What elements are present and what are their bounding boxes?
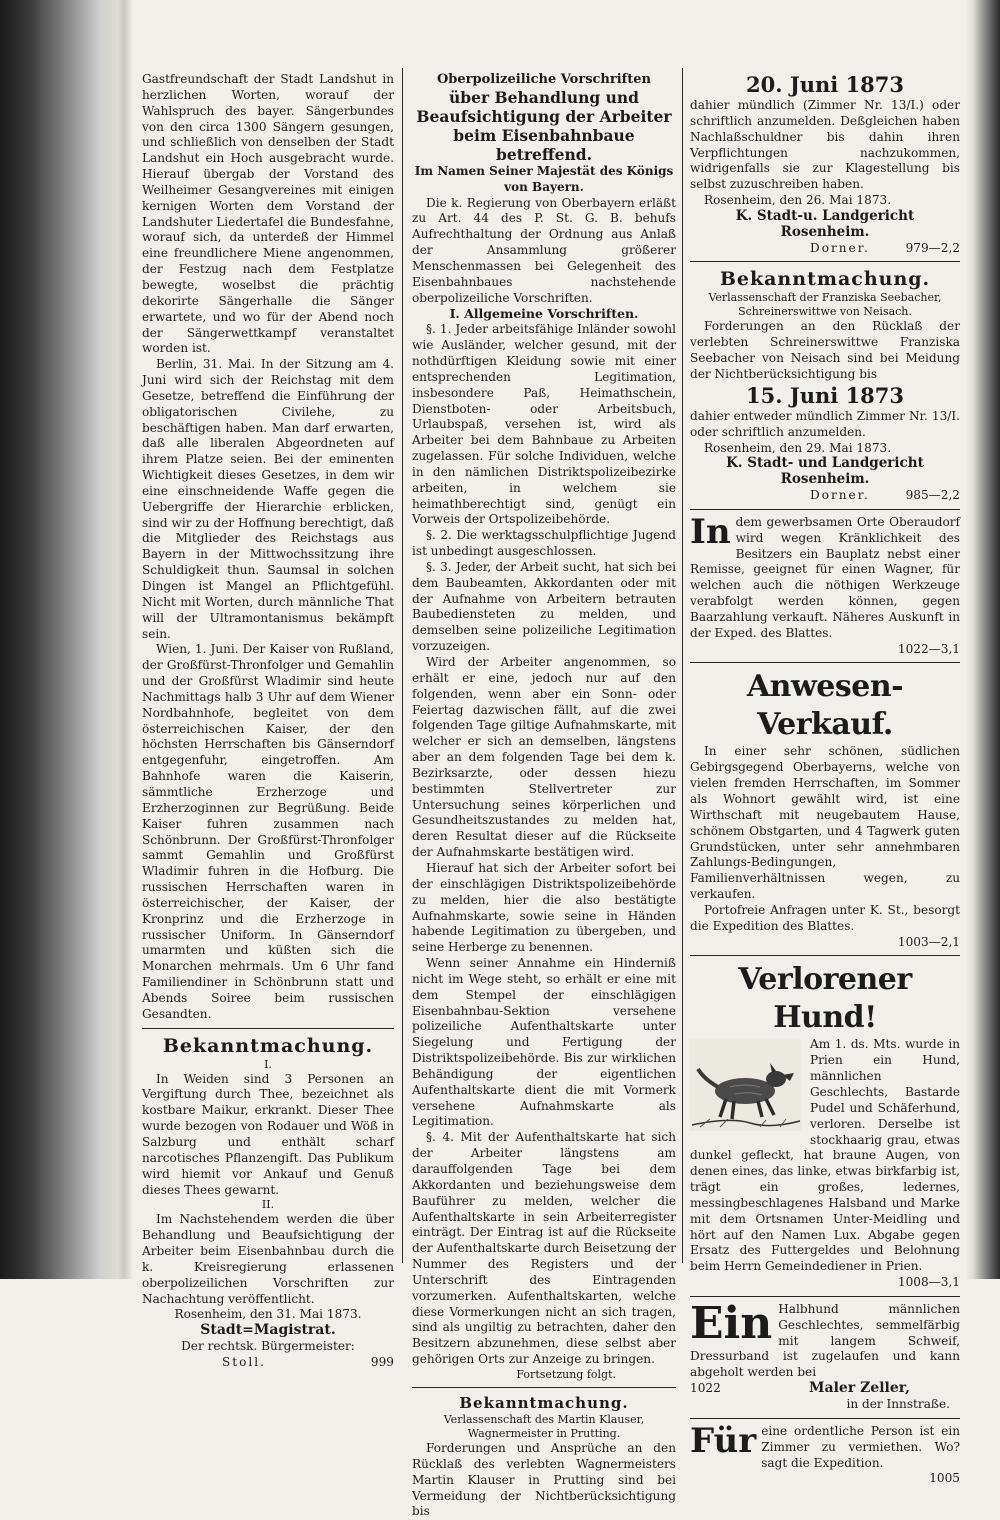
signature-row [142, 1355, 394, 1371]
ad-title: Verlorener Hund! [738, 962, 912, 1036]
mayor-title: Der rechtsk. Bürgermeister: [181, 1339, 355, 1354]
section-number: II. [261, 1198, 275, 1212]
paragraph-3: §. 3. Jeder, der Arbeit sucht, hat sich bei dem Baubeamten, Akkordanten oder mit der Aufnahme von Arbeitern betrauten Baubediensteten zu melden, und demselben seine polizeiliche Legitimation vorzuzeigen. [412, 559, 676, 654]
paragraph-4: §. 4. Mit der Aufenthaltskarte hat sich der Arbeiter längstens am darauffolgenden Tage bei dem Akkordanten und beziehungsweise dem Bauführer zu melden, welcher die Aufenthaltskarte in sein Arbeiterregister einträgt. Der Eintrag ist auf die Rückseite der Aufenthaltskarte durch Beisetzung der Nummer des Registers und der Unterschrift des Eintragenden vorzumerken. Aufenthaltskarten, welche diese Vormerkungen nicht an sich tragen, sind als ungiltig zu betrachten, daher den Besitzern abzunehmen, diese selbst aber gehörigen Orts zur Anzeige zu bringen. [412, 1130, 676, 1367]
notice-text: dahier mündlich (Zimmer Nr. 13/I.) oder schriftlich anzumelden. Deßgleichen haben Nachlaßschuldner bis dahin ihren Verpflichtungen nachzukommen, widrigenfalls sie zur Klagestellung bis selbst zuzuschreiben haben. [690, 98, 960, 192]
deadline-date: 20. Juni 1873 [745, 72, 905, 97]
place-date: Rosenheim, den 31. Mai 1873. [174, 1307, 362, 1322]
place-date: Rosenheim, den 29. Mai 1873. [704, 440, 892, 455]
right-column [690, 72, 960, 1487]
deadline-date: 15. Juni 1873 [745, 382, 905, 408]
court-name: K. Stadt-u. Landgericht Rosenheim. [735, 207, 915, 240]
notice-title: Bekanntmachung. [162, 1034, 374, 1057]
column-rule [682, 68, 683, 1263]
section-heading: I. Allgemeine Vorschriften. [449, 306, 639, 322]
ad-text: In einer sehr schönen, südlichen Gebirgsgegend Oberbayerns, welche von vielen fremden Herrschaften, im Sommer als Wohnort gewählt wird, ist eine Wirthschaft mit neugebautem Hause, schönem Obstgarten, und 4 Tagwerk guten Grundstücken, unter sehr annehmbaren Zahlungs-Bedingungen, Familienverhältnissen wegen, zu verkaufen. [690, 744, 960, 902]
ad-title: Anwesen-Verkauf. [746, 669, 904, 743]
notice-text: Im Nachstehendem werden die über Behandlung und Beaufsichtigung der Arbeiter beim Eisenbahnbau durch die k. Kreisregierung erlassenen oberpolizeilichen Vorschriften zur Nachachtung veröffentlicht. [142, 1212, 394, 1306]
ad-initial: Für [690, 1420, 757, 1461]
divider [142, 1028, 394, 1029]
page-edge-shadow [965, 0, 1000, 1279]
regulation-heading: über Behandlung und Beaufsichtigung der Arbeiter beim Eisenbahnbaue betreffend. [416, 87, 672, 164]
notice-text: Forderungen und Ansprüche an den Rücklaß des verlebten Wagnermeisters Martin Klauser in Prutting sind bei Vermeidung der Nichtberücksichtigung bis [412, 1440, 676, 1519]
book-spine-shadow [0, 0, 132, 1279]
place-date: Rosenheim, den 26. Mai 1873. [704, 193, 892, 208]
court-name: K. Stadt- und Landgericht Rosenheim. [726, 455, 924, 488]
ad-lost-dog [690, 1037, 960, 1291]
notice-title: Bekanntmachung. [719, 268, 931, 291]
paragraph-3d: Wenn seiner Annahme ein Hinderniß nicht im Wege steht, so erhält er eine mit dem Stempel der einschlägigen Eisenbahnbau-Sektion versehene polizeiliche Aufenthaltskarte unter Siegelung und Fertigung der Distriktspolizeibehörde. Bis zur wirklichen Behändigung der eigentlichen Aufenthaltskarte dient die mit Vormerk versehene Aufnahmskarte als Legitimation. [412, 956, 676, 1129]
paragraph-1: §. 1. Jeder arbeitsfähige Inländer sowohl wie Ausländer, welcher gesund, mit der nothdürftigen Kleidung sowie mit einer entsprechenden Legitimation, insbesondere Paß, Heimathschein, Dienstboten- oder Arbeitsbuch, Urlaubspaß, versehen ist, wird als Arbeiter bei dem Bahnbaue zu Arbeiten zugelassen. Für solche Individuen, welche in den nämlichen Distriktspolizeibezirke arbeiten, in welchem sie heimathberechtigt sind, genügt ein Vorweis der Ortspolizeibehörde. [412, 322, 676, 527]
notice-text: dahier entweder mündlich Zimmer Nr. 13/I. oder schriftlich anzumelden. [690, 408, 960, 439]
article-text: Gastfreundschaft der Stadt Landshut in herzlichen Worten, worauf der Wahlspruch des bayer. Sängerbundes von den circa 1300 Sängern gesungen, und schließlich von denselben der Stadt Landshut ein Hoch ausgebracht wurde. Hierauf übergab der Vorstand des Weilheimer Gesangvereines mit einigen kernigen Worten dem Vorstand der Landshuter Liedertafel die Bundesfahne, worauf sich, da unterdeß der Himmel eine freundlichere Miene angenommen, der Festzug nach dem Festplatze bewegte, woselbst die prächtig dekorirte Sängerhalle die Sänger erwartete, und wo für der Abend noch der Sängerwettkampf veranstaltet worden ist. [142, 72, 394, 356]
ad-number: 1022—3,1 [897, 641, 960, 656]
paragraph-3b: Wird der Arbeiter angenommen, so erhält er eine, jedoch nur auf den folgenden, wenn aber ein Sonn- oder Feiertag dazwischen fällt, auf die zwei folgenden Tage giltige Aufnahmskarte, mit welcher er sich an demselben, längstens aber an dem folgenden Tage bei dem k. Bezirksarzte, oder dessen hiezu bestimmten Stellvertreter zur Untersuchung seines körperlichen und Gesundheitszustandes zu melden hat, deren Resultat dieser auf die Rückseite der Aufnahmskarte bestätigen wird. [412, 655, 676, 860]
divider [412, 1387, 676, 1388]
left-column [142, 72, 394, 1371]
ad-number: 1005 [929, 1471, 960, 1486]
signature: Dorner. [810, 488, 871, 503]
ad-number: 979—2,2 [905, 240, 960, 255]
continued-note: Fortsetzung folgt. [516, 1367, 616, 1381]
article-berlin: Berlin, 31. Mai. In der Sitzung am 4. Juni wird sich der Reichstag mit dem Gesetze, betreffend die Einführung der obligatorischen Civilehe, zu beschäftigen haben. Man darf erwarten, daß alle liberalen Abgeordneten auf ihrem Platze seien. Bei der eminenten Wichtigkeit dieses Gesetzes, in dem wir eine einschneidende Waffe gegen die Uebergriffe der Hierarchie erblicken, sind wir zu der Hoffnung berechtigt, daß die Mitglieder des Reichstags aus Bayern in der Mittwochssitzung ihre Schuldigkeit thun. Saumsal in solchen Dingen ist Mangel an Pflichtgefühl. Nicht mit Worten, durch männliche That will der Ultramontanismus bekämpft sein. [142, 357, 394, 641]
regulation-subtitle: Im Namen Seiner Majestät des Königs von Bayern. [414, 163, 674, 194]
signature-row [690, 488, 960, 504]
section-number: I. [264, 1057, 272, 1071]
ad-bauplatz [690, 511, 960, 658]
ad-number: 985—2,2 [905, 488, 960, 503]
ad-text: Am 1. ds. Mts. wurde in Prien ein Hund, männlichen Geschlechts, Bastarde Pudel und Schäferhund, verloren. Derselbe ist stockhaarig grau, etwas dunkel gefleckt, hat braune Augen, von denen eines, das linke, etwas birkfarbig ist, trägt ein großes, ledernes, messingbeschlagenes Halsband und Marke mit dem Ortsnamen Unter-Meidling und hört auf den Namen Lux. Abgabe gegen Ersatz des Futtergeldes und Belohnung beim Herrn Gemeindediener in Prien. [690, 1037, 960, 1274]
ad-text: eine ordentliche Person ist ein Zimmer zu vermiethen. Wo? sagt die Expedition. [761, 1423, 960, 1470]
contact-address: in der Innstraße. [846, 1397, 950, 1411]
notice-subtitle: Verlassenschaft der Franziska Seebacher, Schreinerswittwe von Neisach. [708, 291, 942, 319]
notice-subtitle: Verlassenschaft des Martin Klauser, Wagnermeister in Prutting. [443, 1412, 645, 1440]
ad-text: Portofreie Anfragen unter K. St., besorgt die Expedition des Blattes. [690, 902, 960, 933]
ad-text: dem gewerbsamen Orte Oberaudorf wird wegen Kränklichkeit des Besitzers ein Bauplatz nebst einer Remisse, geeignet für einen Wagner, für welchen auch die nöthigen Werkzeuge verabfolgt werden können, gegen Baarzahlung verkauft. Näheres Auskunft in der Exped. des Blattes. [690, 514, 960, 640]
divider [690, 509, 960, 510]
middle-column [412, 72, 676, 1520]
article-wien: Wien, 1. Juni. Der Kaiser von Rußland, der Großfürst-Thronfolger und Gemahlin und der Großfürst Wladimir sind heute Nachmittags halb 3 Uhr auf dem Wiener Nordbahnhofe, begleitet von dem österreichischen Kaiser, der den höchsten Herrschaften bis Gänserndorf entgegenfuhr, eingetroffen. Am Bahnhofe waren die Kaiserin, sämmtliche Erzherzoge und Erzherzoginnen zur Begrüßung. Beide Kaiser fuhren zusammen nach Schönbrunn. Der Großfürst-Thronfolger sammt Gemahlin und Großfürst Wladimir fuhren in die Hofburg. Die russischen Herrschaften waren in österreichischer, der Kaiser, der Kronprinz und die Erzherzoge in russischer Uniform. In Gänserndorf umarmten und küßten sich die Monarchen mehrmals. Um 6 Uhr fand Familiendiner in Schönbrunn statt und Abends Soiree beim russischen Gesandten. [142, 642, 394, 1021]
notice-text: In Weiden sind 3 Personen an Vergiftung durch Thee, bezeichnet als kostbare Maikur, erkrankt. Dieser Thee wurde bezogen von Rodauer und Wöß in Salzburg und enthält scharf narcotisches Pflanzengift. Das Publikum wird hiemit vor Ankauf und Genuß dieses Thees gewarnt. [142, 1071, 394, 1197]
ad-number: 1008—3,1 [897, 1275, 960, 1290]
signature: Dorner. [810, 240, 871, 255]
notice-text: Forderungen an den Rücklaß der verlebten Schreinerswittwe Franziska Seebacher von Neisach sind bei Meidung der Nichtberücksichtigung bis [690, 319, 960, 381]
divider [690, 1418, 960, 1419]
paragraph-2: §. 2. Die werktagsschulpflichtige Jugend ist unbedingt ausgeschlossen. [412, 528, 676, 559]
ad-text: Halbhund männlichen Geschlechtes, semmelfärbig mit langem Schweif, Dressurband ist zugelaufen und kann abgeholt werden bei [690, 1301, 960, 1380]
dog-illustration [690, 1039, 802, 1131]
column-rule [402, 68, 403, 1263]
ad-number: 1003—2,1 [897, 934, 960, 949]
divider [690, 662, 960, 663]
signature: Stoll. [222, 1354, 267, 1369]
paragraph-3c: Hierauf hat sich der Arbeiter sofort bei der einschlägigen Distriktspolizeibehörde zu melden, hier die also bestätigte Aufnahmskarte, sowie seine in Händen habende Legitimation zu übergeben, und seine Herberge zu benennen. [412, 860, 676, 955]
office-name: Stadt=Magistrat. [200, 1322, 336, 1339]
divider [690, 261, 960, 262]
ad-number: 999 [370, 1354, 394, 1369]
divider [690, 955, 960, 956]
divider [690, 1296, 960, 1297]
signature-row [690, 241, 960, 257]
notice-title: Bekanntmachung. [459, 1393, 629, 1412]
contact-name: Maler Zeller, [809, 1380, 910, 1397]
regulation-title: Oberpolizeiliche Vorschriften [436, 72, 651, 87]
regulation-intro: Die k. Regierung von Oberbayern erläßt zu Art. 44 des P. St. G. B. behufs Aufrechthaltung der Ordnung aus Anlaß der Ansammlung größerer Menschenmassen bei Gelegenheit des Eisenbahnbaues nachstehende oberpolizeiliche Vorschriften. [412, 195, 676, 305]
ad-initial: In [690, 511, 731, 552]
ad-footer [690, 1381, 960, 1397]
ad-initial: Ein [690, 1297, 773, 1349]
ad-number: 1022 [690, 1381, 721, 1396]
ad-halbhund [690, 1297, 960, 1413]
ad-zimmer [690, 1420, 960, 1487]
